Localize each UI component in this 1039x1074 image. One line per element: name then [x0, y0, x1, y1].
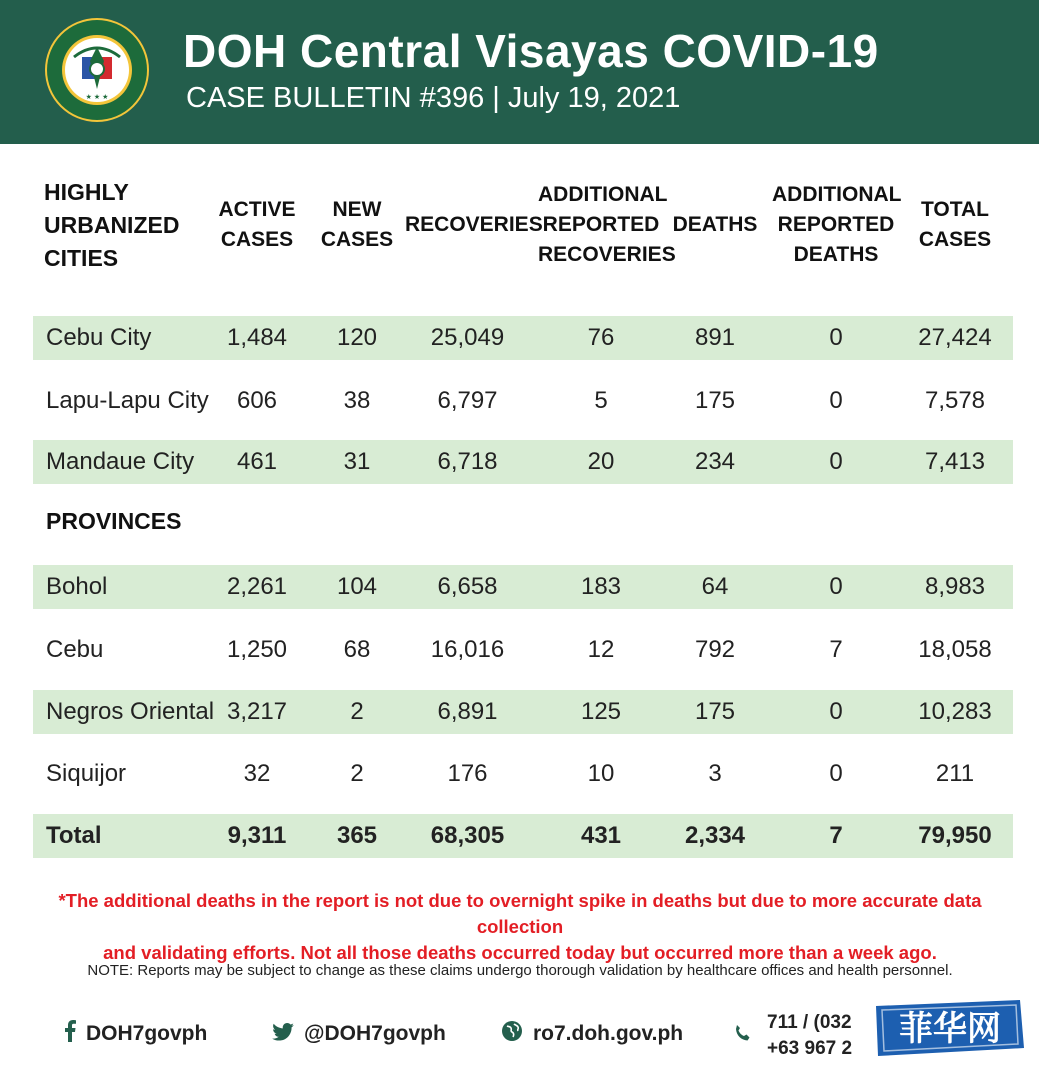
cell-total: 27,424 [918, 324, 992, 351]
cell-new: 365 [336, 822, 378, 849]
row-name: Bohol [46, 573, 108, 600]
cell-deaths: 3 [708, 760, 722, 787]
cell-deaths: 175 [694, 698, 736, 725]
cell-total: 8,983 [924, 573, 986, 600]
cell-recoveries: 25,049 [430, 324, 505, 351]
row-name: Total [46, 822, 102, 849]
cell-additional-deaths: 0 [829, 573, 843, 600]
table-row [33, 628, 1013, 672]
deaths-disclaimer: *The additional deaths in the report is not due to overnight spike in deaths but due to more accurate data collection and validating efforts. Not all those deaths occurred today but occurred more than a week ago. [58, 890, 982, 963]
cell-total: 18,058 [918, 636, 992, 663]
cell-new: 38 [343, 387, 371, 414]
total-row [33, 814, 1013, 858]
cell-new: 68 [343, 636, 371, 663]
cell-recoveries: 68,305 [430, 822, 505, 849]
table-row [33, 690, 1013, 734]
cell-additional-deaths: 0 [829, 387, 843, 414]
phone-numbers: 711 / (032 +63 967 2 [767, 1012, 853, 1059]
table-row [33, 440, 1013, 484]
header-banner [0, 0, 1039, 144]
column-header-additional-recoveries: ADDITIONAL REPORTED RECOVERIES [538, 183, 676, 266]
cell-additional-deaths: 0 [829, 324, 843, 351]
twitter-icon [272, 1021, 294, 1047]
cell-recoveries: 6,718 [437, 448, 498, 475]
cell-deaths: 234 [694, 448, 736, 475]
column-header-deaths: DEATHS [672, 213, 758, 236]
table-row [33, 379, 1013, 423]
cell-additional-recoveries: 431 [580, 822, 622, 849]
svg-text:★ ★ ★: ★ ★ ★ [85, 94, 109, 101]
cell-additional-deaths: 0 [829, 698, 843, 725]
cell-deaths: 2,334 [684, 822, 746, 849]
footer-twitter[interactable] [272, 1018, 446, 1050]
cell-deaths: 891 [694, 324, 736, 351]
cell-additional-deaths: 0 [829, 448, 843, 475]
cell-total: 10,283 [918, 698, 992, 725]
cell-total: 7,578 [924, 387, 986, 414]
cell-additional-recoveries: 10 [587, 760, 615, 787]
cell-total: 79,950 [918, 822, 992, 849]
footer-facebook[interactable] [64, 1018, 207, 1050]
cell-total: 7,413 [924, 448, 986, 475]
row-name: Cebu City [46, 324, 152, 351]
doh-seal-logo [44, 17, 150, 123]
cell-active: 3,217 [226, 698, 288, 725]
cell-additional-deaths: 7 [829, 822, 843, 849]
cell-new: 31 [343, 448, 371, 475]
cell-additional-recoveries: 5 [594, 387, 608, 414]
cell-new: 2 [350, 698, 364, 725]
validation-note: NOTE: Reports may be subject to change as these claims undergo thorough validation by healthcare offices and health personnel. [87, 962, 953, 979]
row-name: Negros Oriental [46, 698, 215, 725]
cell-deaths: 175 [694, 387, 736, 414]
cell-additional-recoveries: 125 [580, 698, 622, 725]
column-header-active-cases: ACTIVE CASES [218, 198, 296, 251]
cell-total: 211 [935, 760, 975, 787]
row-name: Siquijor [46, 760, 127, 787]
cell-new: 120 [336, 324, 378, 351]
cell-active: 606 [236, 387, 278, 414]
column-header-new-cases: NEW CASES [320, 198, 394, 251]
cell-active: 1,250 [226, 636, 288, 663]
svg-text:菲华网: 菲华网 [899, 1009, 1001, 1049]
column-header-category: HIGHLY URBANIZED CITIES [44, 179, 180, 271]
cell-active: 9,311 [227, 822, 287, 849]
cell-new: 2 [350, 760, 364, 787]
cell-active: 1,484 [226, 324, 288, 351]
cell-active: 461 [236, 448, 278, 475]
table-row [33, 565, 1013, 609]
table-row [33, 752, 1013, 796]
phone-icon [733, 1024, 753, 1049]
twitter-handle: @DOH7govph [304, 1022, 446, 1045]
cell-recoveries: 6,797 [437, 387, 498, 414]
website-url: ro7.doh.gov.ph [533, 1022, 684, 1045]
bulletin-subtitle: CASE BULLETIN #396 | July 19, 2021 [186, 82, 681, 114]
cell-recoveries: 176 [447, 760, 488, 787]
row-name: Cebu [46, 636, 104, 663]
footer-phone[interactable] [733, 1010, 852, 1062]
table-row [33, 316, 1013, 360]
column-header-additional-deaths: ADDITIONAL REPORTED DEATHS [772, 183, 902, 266]
cell-recoveries: 16,016 [430, 636, 505, 663]
facebook-handle: DOH7govph [86, 1022, 208, 1045]
cell-active: 32 [243, 760, 271, 787]
cell-recoveries: 6,891 [437, 698, 498, 725]
cell-deaths: 792 [694, 636, 736, 663]
row-name: Lapu-Lapu City [46, 387, 209, 414]
provinces-section-label: PROVINCES [46, 508, 182, 534]
cell-additional-recoveries: 183 [580, 573, 622, 600]
footer-website[interactable] [501, 1018, 683, 1050]
cell-additional-deaths: 0 [829, 760, 843, 787]
cell-active: 2,261 [226, 573, 288, 600]
column-header-total-cases: TOTAL CASES [918, 198, 992, 251]
cell-recoveries: 6,658 [437, 573, 498, 600]
cell-additional-recoveries: 20 [587, 448, 615, 475]
cell-deaths: 64 [701, 573, 729, 600]
cell-additional-recoveries: 76 [587, 324, 615, 351]
facebook-icon [64, 1020, 76, 1048]
bulletin-title: DOH Central Visayas COVID-19 [183, 25, 879, 77]
globe-icon [501, 1020, 523, 1048]
cell-additional-deaths: 7 [829, 636, 843, 663]
row-name: Mandaue City [46, 448, 195, 475]
watermark-logo [868, 996, 1028, 1060]
column-header-recoveries: RECOVERIES [405, 213, 543, 236]
cell-new: 104 [336, 573, 378, 600]
cell-additional-recoveries: 12 [587, 636, 615, 663]
